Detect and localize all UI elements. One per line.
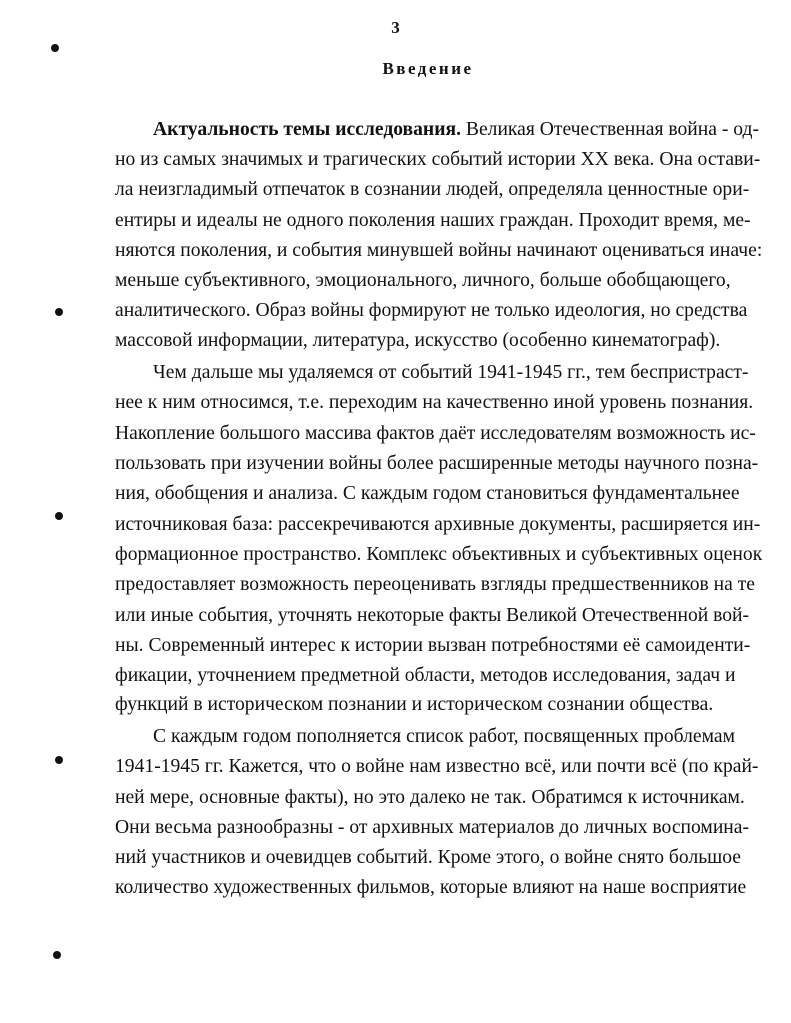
paragraph-1-line-3: ла неизгладимый отпечаток в сознании людей, определяла ценностные ори- [115, 179, 750, 200]
paragraph-1-line-7: аналитического. Образ войны формируют не только идеология, но средства [115, 300, 748, 321]
paragraph-1-line-1-text: Великая Отечественная война - од- [461, 119, 760, 140]
paragraph-3-line-1: С каждым годом пополняется список работ, посвященных проблемам [153, 726, 735, 747]
paragraph-2-line-6: источниковая база: рассекречиваются архивные документы, расширяется ин- [115, 514, 761, 535]
paragraph-2-line-9: или иные события, уточнять некоторые факты Великой Отечественной вой- [115, 605, 750, 626]
paragraph-2-line-1: Чем дальше мы удаляемся от событий 1941-1945 гг., тем беспристраст- [153, 362, 749, 383]
section-heading: Введение [382, 59, 474, 78]
paragraph-3-line-4: Они весьма разнообразны - от архивных материалов до личных воспомина- [115, 817, 750, 838]
paragraph-2-line-2: нее к ним относимся, т.е. переходим на качественно иной уровень познания. [115, 392, 754, 413]
paragraph-2-line-7: формационное пространство. Комплекс объективных и субъективных оценок [115, 544, 763, 565]
margin-mark [55, 308, 63, 316]
paragraph-3-line-5: ний участников и очевидцев событий. Кроме этого, о войне снято большое [115, 847, 741, 868]
paragraph-2-line-11: фикации, уточнением предметной области, методов исследования, задач и [115, 665, 736, 686]
paragraph-3-line-3: ней мере, основные факты), но это далеко не так. Обратимся к источникам. [115, 787, 745, 808]
paragraph-1-line-2: но из самых значимых и трагических событий истории XX века. Она остави- [115, 149, 761, 170]
paragraph-1-line-5: няются поколения, и события минувшей войны начинают оцениваться иначе: [115, 240, 763, 261]
paragraph-1-line-1 [153, 119, 760, 141]
paragraph-2-line-5: ния, обобщения и анализа. С каждым годом становиться фундаментальнее [115, 483, 740, 504]
paragraph-3-line-6: количество художественных фильмов, которые влияют на наше восприятие [115, 877, 747, 898]
paragraph-1-line-4: ентиры и идеалы не одного поколения наших граждан. Проходит время, ме- [115, 210, 751, 231]
margin-mark [55, 512, 63, 520]
paragraph-1-lead: Актуальность темы исследования. [153, 119, 461, 140]
paragraph-1-line-8: массовой информации, литература, искусство (особенно кинематограф). [115, 330, 721, 351]
paragraph-2-line-12: функций в историческом познании и историческом сознании общества. [115, 694, 714, 715]
margin-mark [55, 756, 63, 764]
margin-mark [51, 44, 59, 52]
paragraph-2-line-10: ны. Современный интерес к истории вызван потребностями её самоиденти- [115, 635, 751, 656]
paragraph-2-line-4: пользовать при изучении войны более расширенные методы научного позна- [115, 453, 759, 474]
paragraph-2-line-8: предоставляет возможность переоценивать взгляды предшественников на те [115, 574, 755, 595]
paragraph-2-line-3: Накопление большого массива фактов даёт исследователям возможность ис- [115, 423, 756, 444]
paragraph-1-line-6: меньше субъективного, эмоционального, личного, больше обобщающего, [115, 270, 731, 291]
page-number: 3 [391, 18, 400, 37]
margin-mark [53, 951, 61, 959]
paragraph-3-line-2: 1941-1945 гг. Кажется, что о войне нам известно всё, или почти всё (по край- [115, 756, 759, 777]
